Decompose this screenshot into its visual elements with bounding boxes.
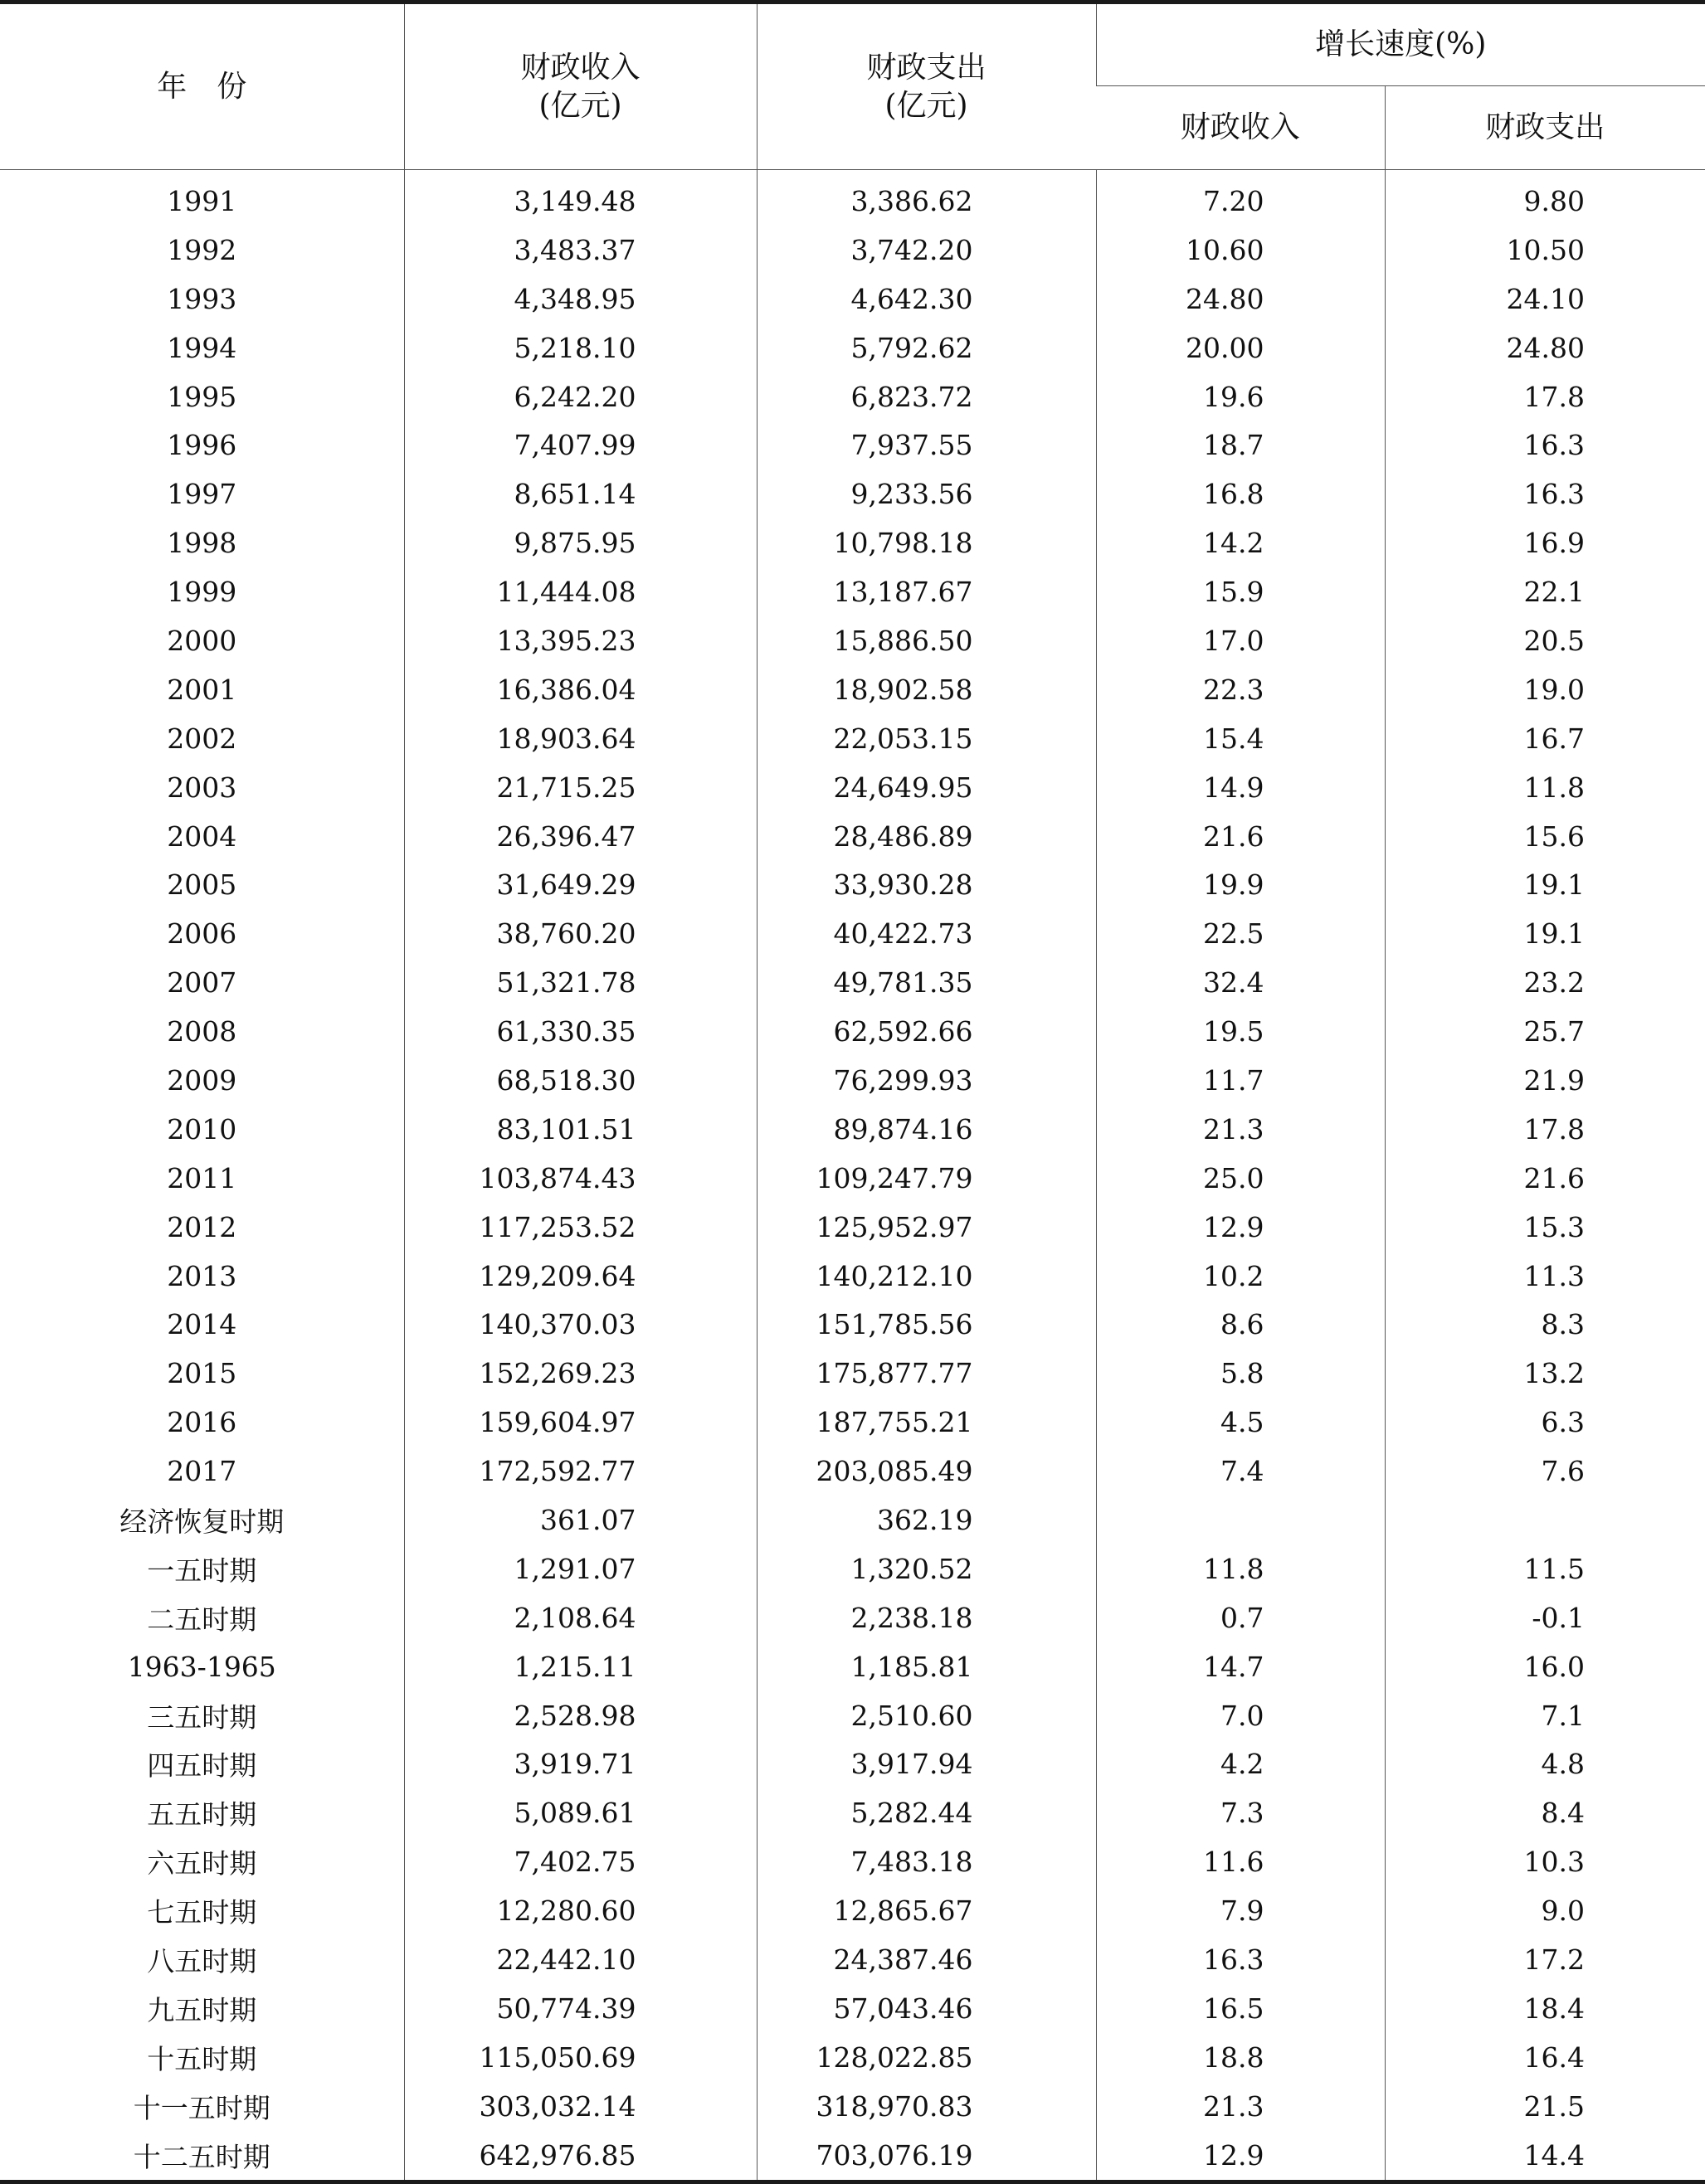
table-row — [0, 714, 1705, 763]
expenditure-cell: 7,483.18 — [757, 1837, 1096, 1886]
revenue-cell: 26,396.47 — [404, 812, 757, 861]
table-row — [0, 1496, 1705, 1544]
year-cell: 十一五时期 — [133, 2091, 270, 2124]
revenue-cell: 3,483.37 — [404, 226, 757, 275]
revenue-cell: 140,370.03 — [404, 1300, 757, 1349]
header-expenditure-unit: (亿元) — [884, 88, 968, 123]
growth-revenue-cell: 21.3 — [1096, 1105, 1385, 1154]
year-cell: 十五时期 — [147, 2042, 257, 2075]
growth-expenditure-cell: 7.1 — [1385, 1691, 1705, 1740]
growth-revenue-cell: 8.6 — [1096, 1300, 1385, 1349]
expenditure-cell: 28,486.89 — [757, 812, 1096, 861]
header-year — [0, 2, 404, 170]
expenditure-cell: 24,387.46 — [757, 1935, 1096, 1984]
growth-expenditure-cell: 21.6 — [1385, 1154, 1705, 1203]
table-row — [0, 1447, 1705, 1496]
growth-expenditure-cell: 16.3 — [1385, 469, 1705, 518]
table-row — [0, 2082, 1705, 2131]
growth-expenditure-cell: 15.6 — [1385, 812, 1705, 861]
year-cell: 四五时期 — [147, 1749, 257, 1783]
year-cell: 1993 — [167, 282, 237, 315]
revenue-cell: 50,774.39 — [404, 1984, 757, 2033]
revenue-cell: 11,444.08 — [404, 567, 757, 616]
growth-revenue-cell: 7.9 — [1096, 1886, 1385, 1935]
year-cell: 三五时期 — [147, 1700, 257, 1734]
table-row — [0, 1300, 1705, 1349]
growth-expenditure-cell: 14.4 — [1385, 2131, 1705, 2182]
growth-expenditure-cell: 16.4 — [1385, 2033, 1705, 2082]
revenue-cell: 38,760.20 — [404, 909, 757, 958]
growth-revenue-cell: 14.9 — [1096, 763, 1385, 812]
expenditure-cell: 12,865.67 — [757, 1886, 1096, 1935]
growth-revenue-cell: 11.8 — [1096, 1544, 1385, 1593]
growth-revenue-cell: 14.2 — [1096, 518, 1385, 567]
table-row — [0, 372, 1705, 421]
year-cell: 六五时期 — [147, 1847, 257, 1880]
growth-revenue-cell: 12.9 — [1096, 1203, 1385, 1252]
expenditure-cell: 4,642.30 — [757, 275, 1096, 323]
expenditure-cell: 203,085.49 — [757, 1447, 1096, 1496]
table-row — [0, 1886, 1705, 1935]
expenditure-cell: 62,592.66 — [757, 1007, 1096, 1056]
growth-expenditure-cell: 17.2 — [1385, 1935, 1705, 1984]
table-row — [0, 1056, 1705, 1105]
growth-expenditure-cell: 17.8 — [1385, 1105, 1705, 1154]
growth-expenditure-cell: 20.5 — [1385, 616, 1705, 665]
expenditure-cell: 6,823.72 — [757, 372, 1096, 421]
growth-revenue-cell: 24.80 — [1096, 275, 1385, 323]
year-cell: 2011 — [167, 1161, 237, 1194]
growth-revenue-cell — [1096, 1496, 1385, 1544]
table-row — [0, 2131, 1705, 2182]
year-cell: 经济恢复时期 — [119, 1505, 285, 1538]
growth-revenue-cell: 16.8 — [1096, 469, 1385, 518]
expenditure-cell: 15,886.50 — [757, 616, 1096, 665]
year-cell: 2010 — [167, 1112, 237, 1146]
year-cell: 2016 — [167, 1406, 237, 1439]
growth-revenue-cell: 32.4 — [1096, 958, 1385, 1007]
expenditure-cell: 2,238.18 — [757, 1593, 1096, 1642]
expenditure-cell: 3,386.62 — [757, 170, 1096, 226]
revenue-cell: 68,518.30 — [404, 1056, 757, 1105]
growth-expenditure-cell: 19.0 — [1385, 665, 1705, 714]
growth-expenditure-cell: 23.2 — [1385, 958, 1705, 1007]
growth-expenditure-cell: 6.3 — [1385, 1398, 1705, 1447]
growth-revenue-cell: 4.5 — [1096, 1398, 1385, 1447]
growth-revenue-cell: 22.5 — [1096, 909, 1385, 958]
table-row — [0, 1837, 1705, 1886]
expenditure-cell: 40,422.73 — [757, 909, 1096, 958]
header-revenue — [404, 2, 757, 170]
table-row — [0, 1691, 1705, 1740]
growth-expenditure-cell — [1385, 1496, 1705, 1544]
table-row — [0, 1349, 1705, 1398]
year-cell: 1991 — [167, 184, 237, 217]
growth-revenue-cell: 17.0 — [1096, 616, 1385, 665]
growth-revenue-cell: 15.9 — [1096, 567, 1385, 616]
year-cell: 2012 — [167, 1210, 237, 1243]
expenditure-cell: 10,798.18 — [757, 518, 1096, 567]
revenue-cell: 2,108.64 — [404, 1593, 757, 1642]
table-row — [0, 1252, 1705, 1301]
revenue-cell: 172,592.77 — [404, 1447, 757, 1496]
revenue-cell: 3,149.48 — [404, 170, 757, 226]
expenditure-cell: 22,053.15 — [757, 714, 1096, 763]
expenditure-cell: 128,022.85 — [757, 2033, 1096, 2082]
table-row — [0, 1740, 1705, 1789]
table-row — [0, 1007, 1705, 1056]
year-cell: 2004 — [167, 820, 237, 853]
growth-expenditure-cell: 24.80 — [1385, 323, 1705, 372]
growth-revenue-cell: 10.2 — [1096, 1252, 1385, 1301]
growth-revenue-cell: 21.6 — [1096, 812, 1385, 861]
year-cell: 1999 — [167, 576, 237, 609]
table-row — [0, 1788, 1705, 1837]
year-cell: 2015 — [167, 1357, 237, 1390]
table-row — [0, 1203, 1705, 1252]
expenditure-cell: 5,792.62 — [757, 323, 1096, 372]
growth-expenditure-cell: 24.10 — [1385, 275, 1705, 323]
expenditure-cell: 3,742.20 — [757, 226, 1096, 275]
growth-revenue-cell: 22.3 — [1096, 665, 1385, 714]
year-cell: 八五时期 — [147, 1945, 257, 1977]
expenditure-cell: 318,970.83 — [757, 2082, 1096, 2131]
table-row — [0, 1154, 1705, 1203]
year-cell: 1992 — [167, 233, 237, 266]
year-cell: 九五时期 — [147, 1993, 257, 2026]
revenue-cell: 5,089.61 — [404, 1788, 757, 1837]
growth-expenditure-cell: -0.1 — [1385, 1593, 1705, 1642]
revenue-cell: 31,649.29 — [404, 860, 757, 909]
header-growth — [1096, 2, 1705, 86]
revenue-cell: 115,050.69 — [404, 2033, 757, 2082]
revenue-cell: 7,407.99 — [404, 421, 757, 469]
growth-expenditure-cell: 25.7 — [1385, 1007, 1705, 1056]
growth-expenditure-cell: 7.6 — [1385, 1447, 1705, 1496]
table-row — [0, 421, 1705, 469]
header-growth-expenditure-label: 财政支出 — [1485, 110, 1605, 144]
growth-revenue-cell: 19.6 — [1096, 372, 1385, 421]
revenue-cell: 22,442.10 — [404, 1935, 757, 1984]
expenditure-cell: 57,043.46 — [757, 1984, 1096, 2033]
growth-expenditure-cell: 10.50 — [1385, 226, 1705, 275]
expenditure-cell: 140,212.10 — [757, 1252, 1096, 1301]
header-revenue-label: 财政收入 — [520, 50, 641, 85]
growth-expenditure-cell: 11.8 — [1385, 763, 1705, 812]
expenditure-cell: 18,902.58 — [757, 665, 1096, 714]
growth-revenue-cell: 5.8 — [1096, 1349, 1385, 1398]
revenue-cell: 5,218.10 — [404, 323, 757, 372]
header-expenditure — [757, 2, 1096, 170]
revenue-cell: 12,280.60 — [404, 1886, 757, 1935]
expenditure-cell: 89,874.16 — [757, 1105, 1096, 1154]
growth-revenue-cell: 25.0 — [1096, 1154, 1385, 1203]
table-header — [0, 2, 1705, 170]
revenue-cell: 642,976.85 — [404, 2131, 757, 2182]
year-cell: 1995 — [167, 380, 237, 413]
expenditure-cell: 187,755.21 — [757, 1398, 1096, 1447]
revenue-cell: 7,402.75 — [404, 1837, 757, 1886]
growth-revenue-cell: 7.3 — [1096, 1788, 1385, 1837]
revenue-cell: 361.07 — [404, 1496, 757, 1544]
year-cell: 2013 — [167, 1259, 237, 1292]
year-cell: 2000 — [167, 624, 237, 657]
table-row — [0, 909, 1705, 958]
growth-revenue-cell: 7.4 — [1096, 1447, 1385, 1496]
growth-revenue-cell: 4.2 — [1096, 1740, 1385, 1789]
year-cell: 1997 — [167, 478, 237, 511]
revenue-cell: 18,903.64 — [404, 714, 757, 763]
expenditure-cell: 703,076.19 — [757, 2131, 1096, 2182]
revenue-cell: 129,209.64 — [404, 1252, 757, 1301]
growth-expenditure-cell: 19.1 — [1385, 860, 1705, 909]
growth-revenue-cell: 10.60 — [1096, 226, 1385, 275]
growth-expenditure-cell: 16.9 — [1385, 518, 1705, 567]
table-row — [0, 2033, 1705, 2082]
growth-revenue-cell: 11.7 — [1096, 1056, 1385, 1105]
year-cell: 一五时期 — [147, 1554, 257, 1587]
expenditure-cell: 175,877.77 — [757, 1349, 1096, 1398]
revenue-cell: 3,919.71 — [404, 1740, 757, 1789]
growth-expenditure-cell: 21.9 — [1385, 1056, 1705, 1105]
revenue-cell: 6,242.20 — [404, 372, 757, 421]
table-row — [0, 1984, 1705, 2033]
revenue-cell: 159,604.97 — [404, 1398, 757, 1447]
table-body — [0, 170, 1705, 2182]
table-row — [0, 323, 1705, 372]
header-growth-label: 增长速度(%) — [1315, 27, 1487, 61]
year-cell: 2005 — [167, 868, 237, 902]
growth-revenue-cell: 20.00 — [1096, 323, 1385, 372]
table-row — [0, 763, 1705, 812]
revenue-cell: 152,269.23 — [404, 1349, 757, 1398]
expenditure-cell: 49,781.35 — [757, 958, 1096, 1007]
expenditure-cell: 33,930.28 — [757, 860, 1096, 909]
expenditure-cell: 76,299.93 — [757, 1056, 1096, 1105]
year-cell: 2017 — [167, 1455, 237, 1488]
table-row — [0, 616, 1705, 665]
expenditure-cell: 1,320.52 — [757, 1544, 1096, 1593]
growth-revenue-cell: 16.3 — [1096, 1935, 1385, 1984]
growth-expenditure-cell: 16.7 — [1385, 714, 1705, 763]
growth-expenditure-cell: 18.4 — [1385, 1984, 1705, 2033]
growth-revenue-cell: 12.9 — [1096, 2131, 1385, 2182]
table-row — [0, 567, 1705, 616]
growth-expenditure-cell: 10.3 — [1385, 1837, 1705, 1886]
expenditure-cell: 13,187.67 — [757, 567, 1096, 616]
growth-expenditure-cell: 16.0 — [1385, 1642, 1705, 1691]
expenditure-cell: 7,937.55 — [757, 421, 1096, 469]
growth-revenue-cell: 18.8 — [1096, 2033, 1385, 2082]
expenditure-cell: 9,233.56 — [757, 469, 1096, 518]
header-growth-revenue — [1096, 86, 1385, 170]
revenue-cell: 117,253.52 — [404, 1203, 757, 1252]
growth-revenue-cell: 11.6 — [1096, 1837, 1385, 1886]
growth-revenue-cell: 19.9 — [1096, 860, 1385, 909]
growth-revenue-cell: 21.3 — [1096, 2082, 1385, 2131]
year-cell: 2009 — [167, 1063, 237, 1097]
expenditure-cell: 5,282.44 — [757, 1788, 1096, 1837]
revenue-cell: 9,875.95 — [404, 518, 757, 567]
revenue-cell: 1,215.11 — [404, 1642, 757, 1691]
revenue-cell: 16,386.04 — [404, 665, 757, 714]
growth-expenditure-cell: 8.3 — [1385, 1300, 1705, 1349]
revenue-cell: 103,874.43 — [404, 1154, 757, 1203]
header-revenue-unit: (亿元) — [538, 88, 622, 123]
expenditure-cell: 24,649.95 — [757, 763, 1096, 812]
header-year-label: 年 份 — [157, 69, 247, 104]
growth-revenue-cell: 19.5 — [1096, 1007, 1385, 1056]
revenue-cell: 13,395.23 — [404, 616, 757, 665]
table-row — [0, 1105, 1705, 1154]
growth-expenditure-cell: 13.2 — [1385, 1349, 1705, 1398]
year-cell: 七五时期 — [147, 1896, 257, 1929]
year-cell: 2002 — [167, 722, 237, 755]
revenue-cell: 303,032.14 — [404, 2082, 757, 2131]
table-row — [0, 275, 1705, 323]
table-row — [0, 518, 1705, 567]
table-row — [0, 469, 1705, 518]
expenditure-cell: 109,247.79 — [757, 1154, 1096, 1203]
expenditure-cell: 362.19 — [757, 1496, 1096, 1544]
revenue-cell: 61,330.35 — [404, 1007, 757, 1056]
growth-expenditure-cell: 4.8 — [1385, 1740, 1705, 1789]
year-cell: 1996 — [167, 429, 237, 462]
year-cell: 2014 — [167, 1308, 237, 1341]
growth-expenditure-cell: 11.3 — [1385, 1252, 1705, 1301]
growth-expenditure-cell: 17.8 — [1385, 372, 1705, 421]
growth-expenditure-cell: 15.3 — [1385, 1203, 1705, 1252]
revenue-cell: 4,348.95 — [404, 275, 757, 323]
growth-expenditure-cell: 9.0 — [1385, 1886, 1705, 1935]
growth-revenue-cell: 7.20 — [1096, 170, 1385, 226]
growth-expenditure-cell: 22.1 — [1385, 567, 1705, 616]
expenditure-cell: 3,917.94 — [757, 1740, 1096, 1789]
growth-expenditure-cell: 9.80 — [1385, 170, 1705, 226]
table-row — [0, 812, 1705, 861]
table-row — [0, 1398, 1705, 1447]
revenue-cell: 1,291.07 — [404, 1544, 757, 1593]
year-cell: 十二五时期 — [133, 2140, 270, 2173]
revenue-cell: 83,101.51 — [404, 1105, 757, 1154]
year-cell: 二五时期 — [147, 1603, 257, 1636]
table-row — [0, 958, 1705, 1007]
growth-revenue-cell: 18.7 — [1096, 421, 1385, 469]
table-row — [0, 1642, 1705, 1691]
year-cell: 1994 — [167, 331, 237, 364]
growth-revenue-cell: 14.7 — [1096, 1642, 1385, 1691]
year-cell: 1998 — [167, 527, 237, 560]
table-row — [0, 1593, 1705, 1642]
revenue-cell: 21,715.25 — [404, 763, 757, 812]
header-growth-expenditure — [1385, 86, 1705, 170]
table-row — [0, 665, 1705, 714]
revenue-cell: 2,528.98 — [404, 1691, 757, 1740]
expenditure-cell: 151,785.56 — [757, 1300, 1096, 1349]
year-cell: 2008 — [167, 1015, 237, 1048]
table-row — [0, 1935, 1705, 1984]
expenditure-cell: 1,185.81 — [757, 1642, 1096, 1691]
revenue-cell: 8,651.14 — [404, 469, 757, 518]
growth-expenditure-cell: 16.3 — [1385, 421, 1705, 469]
table-row — [0, 170, 1705, 226]
growth-revenue-cell: 16.5 — [1096, 1984, 1385, 2033]
table-row — [0, 860, 1705, 909]
table-row — [0, 1544, 1705, 1593]
growth-expenditure-cell: 11.5 — [1385, 1544, 1705, 1593]
header-growth-revenue-label: 财政收入 — [1180, 110, 1300, 144]
growth-revenue-cell: 15.4 — [1096, 714, 1385, 763]
revenue-cell: 51,321.78 — [404, 958, 757, 1007]
growth-expenditure-cell: 21.5 — [1385, 2082, 1705, 2131]
year-cell: 2006 — [167, 917, 237, 951]
expenditure-cell: 2,510.60 — [757, 1691, 1096, 1740]
header-expenditure-label: 财政支出 — [866, 50, 986, 85]
year-cell: 2001 — [167, 673, 237, 706]
year-cell: 1963-1965 — [127, 1650, 276, 1683]
growth-expenditure-cell: 8.4 — [1385, 1788, 1705, 1837]
year-cell: 五五时期 — [147, 1798, 257, 1831]
growth-expenditure-cell: 19.1 — [1385, 909, 1705, 958]
year-cell: 2003 — [167, 771, 237, 804]
growth-revenue-cell: 7.0 — [1096, 1691, 1385, 1740]
growth-revenue-cell: 0.7 — [1096, 1593, 1385, 1642]
expenditure-cell: 125,952.97 — [757, 1203, 1096, 1252]
table-row — [0, 226, 1705, 275]
year-cell: 2007 — [167, 966, 237, 1000]
